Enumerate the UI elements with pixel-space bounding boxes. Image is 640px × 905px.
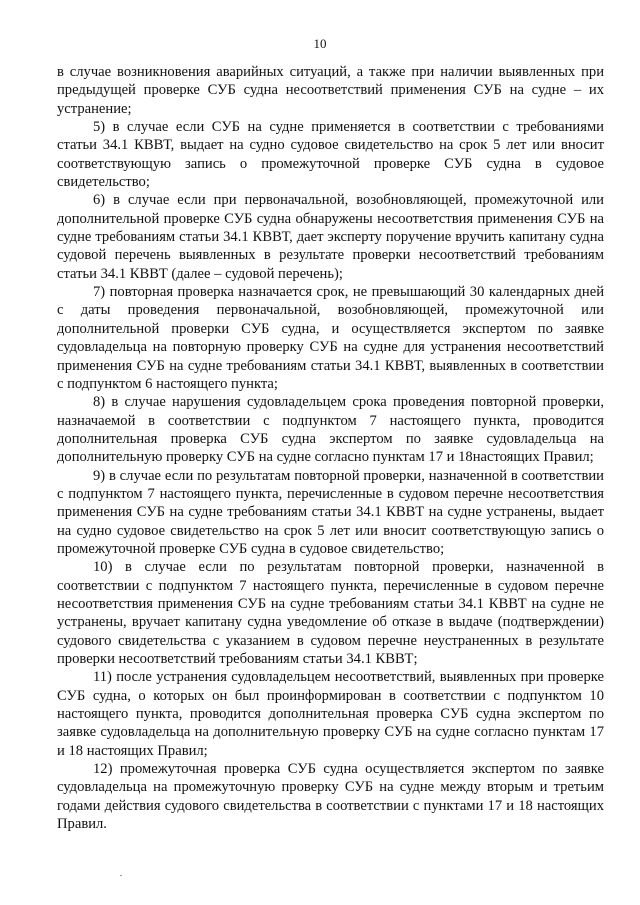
paragraph-item-10: 10) в случае если по результатам повторной проверки, назначенной в соответствии с подпунктом 7 настоящего пункта, перечисленные в судовом перечне несоответствия применения СУБ на судне требованиям статьи 34.1 КВВТ на судне не устранены, вручает капитану судна уведомление об отказе в выдаче (подтверждении) судового свидетельства с указанием в судовом перечне неустраненных в результате проверки несоответствий требованиям статьи 34.1 КВВТ; bbox=[57, 559, 604, 667]
paragraph-continuation: в случае возникновения аварийных ситуаций, а также при наличии выявленных при предыдущей проверке СУБ судна несоответствий применения СУБ на судне – их устранение; bbox=[57, 64, 604, 117]
paragraph-item-11: 11) после устранения судовладельцем несоответствий, выявленных при проверке СУБ судна, о которых он был проинформирован в соответствии с подпунктом 10 настоящего пункта, проводится дополнительная проверка СУБ судна экспертом по заявке судовладельца на дополнительную проверку СУБ на судне согласно пунктам 17 и 18 настоящих Правил; bbox=[57, 669, 604, 759]
paragraph-item-7: 7) повторная проверка назначается срок, не превышающий 30 календарных дней с даты проведения первоначальной, возобновляющей, промежуточной или дополнительной проверки СУБ судна, и осуществляется экспертом по заявке судовладельца на повторную проверку СУБ на судне для устранения несоответствий применения СУБ на судне требованиям статьи 34.1 КВВТ, выявленных в соответствии с подпунктом 6 настоящего пункта; bbox=[57, 284, 604, 392]
paragraph-item-12: 12) промежуточная проверка СУБ судна осуществляется экспертом по заявке судовладельца на промежуточную проверку СУБ на судне между вторым и третьим годами действия судового свидетельства в соответствии с пунктами 17 и 18 настоящих Правил. bbox=[57, 761, 604, 833]
paragraph-item-5: 5) в случае если СУБ на судне применяется в соответствии с требованиями статьи 34.1 КВВТ, выдает на судно судовое свидетельство на срок 5 лет или вносит соответствующую запись о промежуточной проверке СУБ судна в судовое свидетельство; bbox=[57, 119, 604, 191]
page-number: 10 bbox=[313, 36, 327, 51]
document-body bbox=[57, 63, 604, 833]
paragraph-item-6: 6) в случае если при первоначальной, возобновляющей, промежуточной или дополнительной проверке СУБ судна обнаружены несоответствия применения СУБ на судне требованиям статьи 34.1 КВВТ, дает эксперту поручение вручить капитану судна судовой перечень выявленных в результате проверки несоответствий требованиям статьи 34.1 КВВТ (далее – судовой перечень); bbox=[57, 192, 604, 282]
paragraph-item-9: 9) в случае если по результатам повторной проверки, назначенной в соответствии с подпунктом 7 настоящего пункта, перечисленные в судовом перечне несоответствия применения СУБ на судне требованиям статьи 34.1 КВВТ на судне устранены, выдает на судно судовое свидетельство на срок 5 лет или вносит соответствующую запись о промежуточной проверке СУБ судна в судовое свидетельство; bbox=[57, 467, 604, 557]
scan-artifact bbox=[120, 875, 122, 876]
paragraph-item-8: 8) в случае нарушения судовладельцем срока проведения повторной проверки, назначаемой в соответствии с подпунктом 7 настоящего пункта, проводится дополнительная проверка СУБ судна экспертом по заявке судовладельца на дополнительную проверку СУБ на судне согласно пунктам 17 и 18настоящих Правил; bbox=[57, 394, 604, 466]
